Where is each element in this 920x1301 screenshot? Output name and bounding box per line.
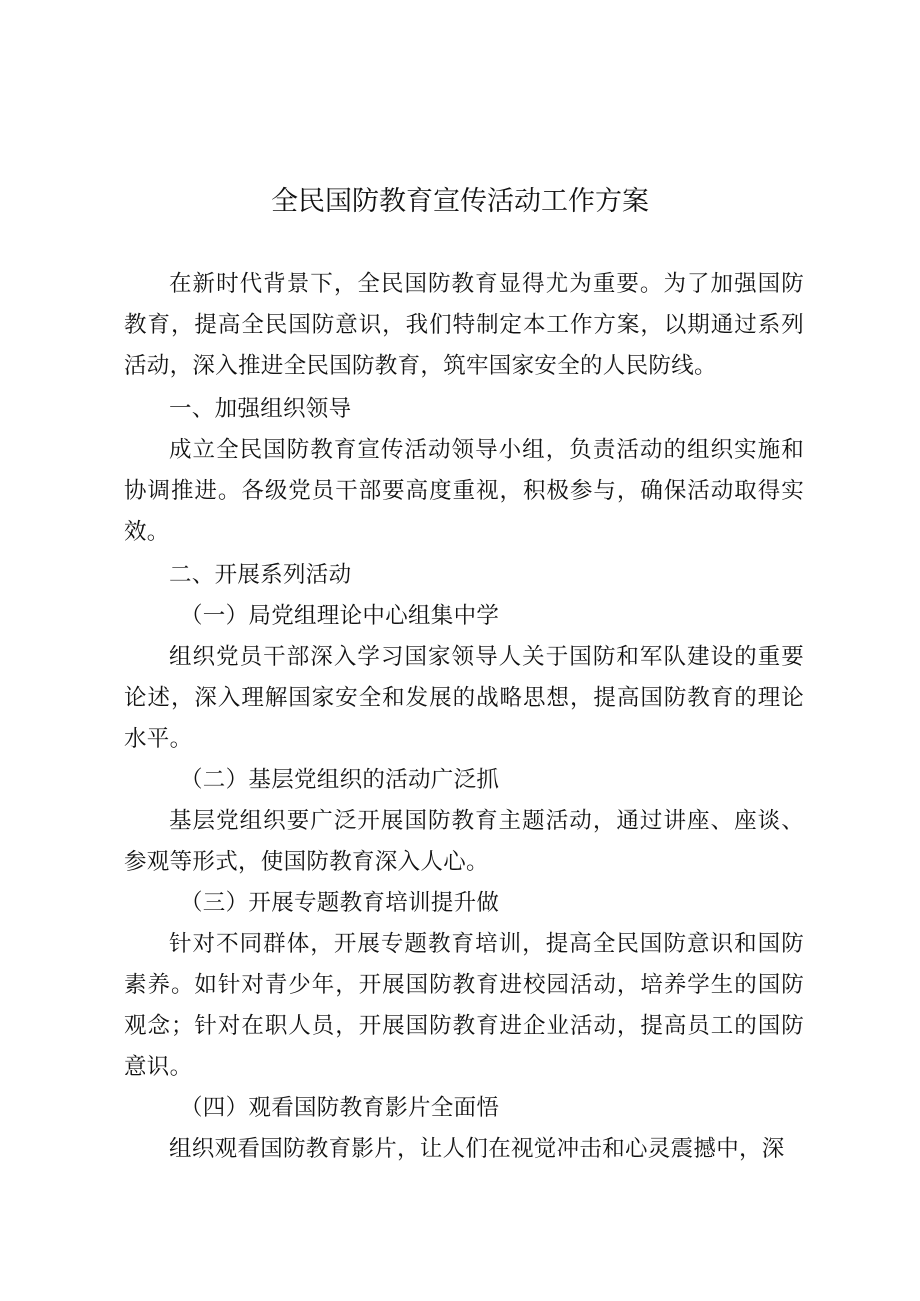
- subsection-heading-2: （二）基层党组织的活动广泛抓: [180, 767, 500, 793]
- section-heading-activities: 二、开展系列活动: [169, 562, 352, 588]
- subsection-heading-4: （四）观看国防教育影片全面悟: [180, 1095, 500, 1121]
- subsection-body-1: 组织党员干部深入学习国家领导人关于国防和军队建设的重要论述，深入理解国家安全和发展的战略思想，提高国防教育的理论水平。: [124, 644, 804, 752]
- section-heading-organization: 一、加强组织领导: [169, 396, 352, 422]
- intro-paragraph: 在新时代背景下，全民国防教育显得尤为重要。为了加强国防教育，提高全民国防意识，我们特制定本工作方案，以期通过系列活动，深入推进全民国防教育，筑牢国家安全的人民防线。: [124, 271, 804, 379]
- subsection-body-4: 组织观看国防教育影片，让人们在视觉冲击和心灵震撼中，深: [169, 1136, 785, 1162]
- subsection-heading-3: （三）开展专题教育培训提升做: [180, 890, 500, 916]
- subsection-heading-1: （一）局党组理论中心组集中学: [180, 603, 500, 629]
- document-body: [124, 264, 804, 1170]
- subsection-body-2: 基层党组织要广泛开展国防教育主题活动，通过讲座、座谈、参观等形式，使国防教育深入人心。: [124, 808, 804, 875]
- document-title: 全民国防教育宣传活动工作方案: [271, 186, 649, 217]
- subsection-body-3: 针对不同群体，开展专题教育培训，提高全民国防意识和国防素养。如针对青少年，开展国防教育进校园活动，培养学生的国防观念；针对在职人员，开展国防教育进企业活动，提高员工的国防意识。: [124, 931, 804, 1080]
- section-body-organization: 成立全民国防教育宣传活动领导小组，负责活动的组织实施和协调推进。各级党员干部要高度重视，积极参与，确保活动取得实效。: [124, 437, 804, 545]
